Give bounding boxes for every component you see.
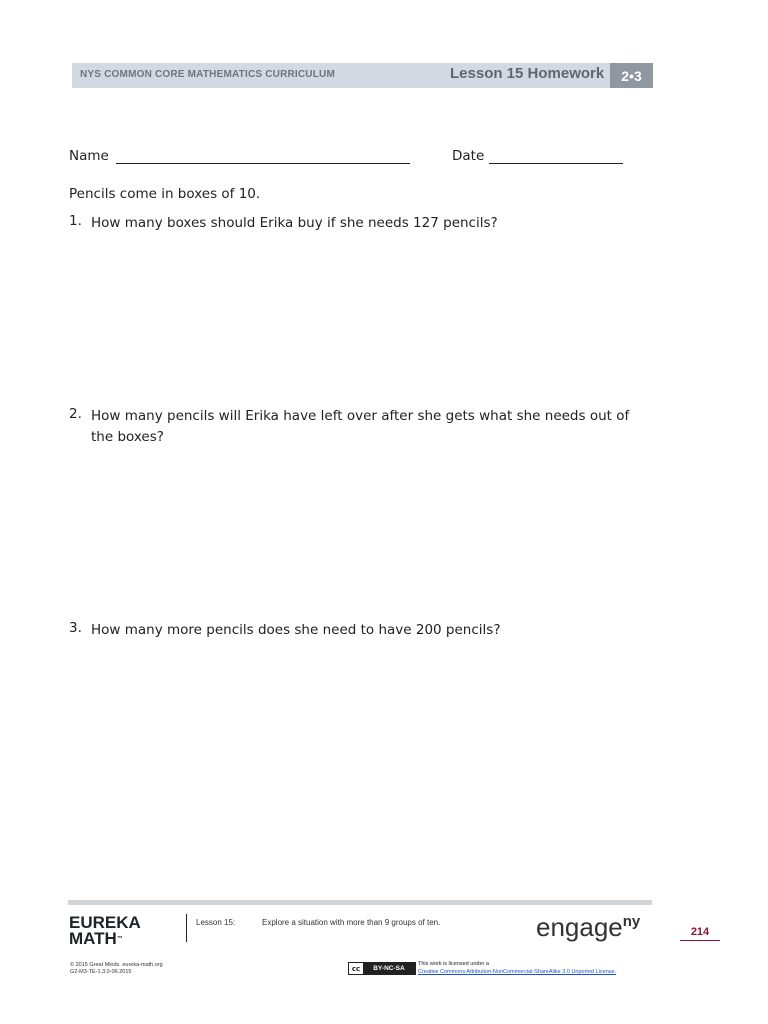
eureka-math-logo xyxy=(69,915,141,947)
copyright xyxy=(70,962,163,976)
page-number: 214 xyxy=(680,926,720,941)
footer-divider xyxy=(186,914,187,942)
license-text xyxy=(418,960,616,976)
question-1-text: How many boxes should Erika buy if she needs 127 pencils? xyxy=(91,215,498,231)
lesson-title: Lesson 15 Homework xyxy=(450,65,605,82)
question-3-text: How many more pencils does she need to have 200 pencils? xyxy=(91,622,501,638)
eureka-logo-line2: MATH™ xyxy=(69,929,123,948)
name-label: Name xyxy=(69,148,109,164)
question-2-number: 2. xyxy=(69,406,82,422)
date-field[interactable] xyxy=(489,163,623,164)
cc-icon: cc xyxy=(349,963,363,974)
question-2-text: How many pencils will Erika have left over after she gets what she needs out of the boxes? xyxy=(91,408,630,445)
question-3-number: 3. xyxy=(69,620,82,636)
eureka-logo-line1: EUREKA xyxy=(69,913,141,932)
license-line: This work is licensed under a xyxy=(418,961,489,967)
footer-rule xyxy=(68,900,652,905)
cc-badge-text: BY-NC-SA xyxy=(363,963,415,974)
module-tag: 2•3 xyxy=(610,63,653,88)
question-1-number: 1. xyxy=(69,213,82,229)
copyright-line: © 2015 Great Minds. eureka-math.org xyxy=(70,962,163,968)
license-link[interactable]: Creative Commons Attribution-NonCommercial-ShareAlike 3.0 Unported License. xyxy=(418,969,617,975)
footer-lesson-description: Explore a situation with more than 9 groups of ten. xyxy=(262,918,441,927)
intro-text: Pencils come in boxes of 10. xyxy=(69,186,261,202)
document-code: G2-M3-TE-1.3.0-06.2015 xyxy=(70,969,132,975)
engage-ny-logo: engage$^{ny}$ xyxy=(536,912,641,942)
name-field[interactable] xyxy=(116,163,410,164)
cc-license-badge xyxy=(348,962,416,975)
curriculum-title: NYS COMMON CORE MATHEMATICS CURRICULUM xyxy=(80,69,335,80)
footer-lesson-label: Lesson 15: xyxy=(196,918,236,927)
date-label: Date xyxy=(452,148,485,164)
